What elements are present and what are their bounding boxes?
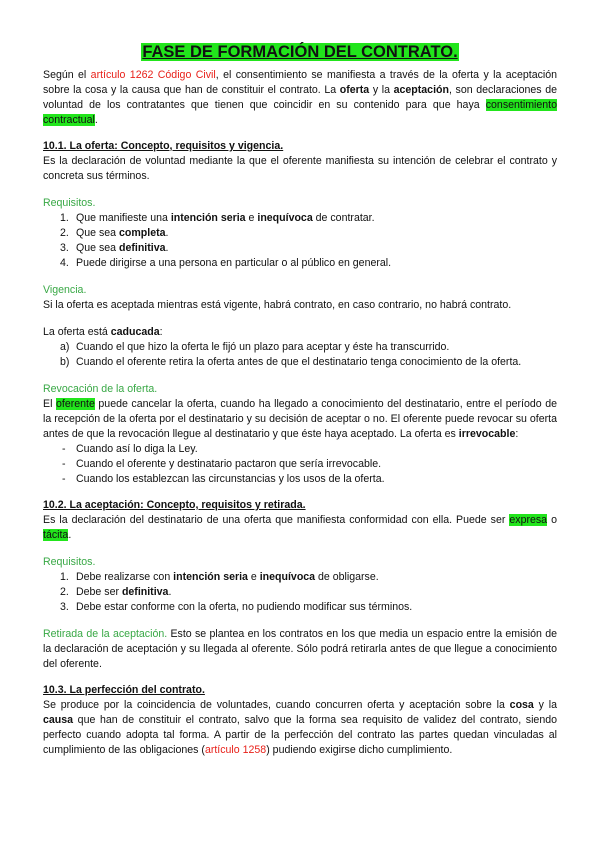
text: Cuando el oferente retira la oferta antes de que el destinatario tenga conocimiento de la oferta. (76, 356, 522, 368)
list-marker: 1. (60, 571, 69, 583)
list-item (43, 570, 557, 585)
text: : (515, 428, 519, 440)
text: . (165, 242, 169, 254)
bold-term: inequívoca (259, 571, 316, 583)
list-item (43, 241, 557, 256)
bold-term: irrevocable (458, 428, 516, 440)
text: y la (369, 84, 394, 96)
text: Cuando el que hizo la oferta le fijó un plazo para aceptar y éste ha transcurrido. (76, 341, 450, 353)
text: La oferta está (43, 326, 111, 338)
text: , son declaraciones de voluntad de los contratantes que tienen que coincidir en su contenido para que haya (43, 84, 557, 111)
list-item (43, 585, 557, 600)
revocacion-text (43, 397, 557, 442)
text: de contratar. (312, 212, 375, 224)
text: Que sea (76, 242, 119, 254)
list-marker: a) (60, 341, 70, 353)
text: Que manifieste una (76, 212, 171, 224)
list-marker: - (62, 443, 66, 455)
bold-term: cosa (509, 699, 534, 711)
perfeccion-text (43, 698, 557, 758)
list-item (43, 340, 557, 355)
list-item (43, 256, 557, 271)
bold-term: inequívoca (257, 212, 313, 224)
retirada-paragraph (43, 627, 557, 672)
text: Debe estar conforme con la oferta, no pudiendo modificar sus términos. (76, 601, 413, 613)
highlighted-term: consentimiento contractual (43, 99, 557, 126)
caducada-list (43, 340, 557, 370)
text: puede cancelar la oferta, cuando ha llegado a conocimiento del destinatario, entre el período de la recepción de la oferta por el destinatario y su decisión de aceptar o no. El oferente puede revocar su oferta antes de que la revocación llegue al destinatario y que éste haya aceptado. La oferta es (43, 398, 557, 440)
subheading-retirada: Retirada de la aceptación. (43, 628, 168, 640)
highlighted-term: expresa (509, 514, 548, 526)
list-marker: 2. (60, 227, 69, 239)
list-marker: - (62, 458, 66, 470)
list-marker: b) (60, 356, 70, 368)
text: : (159, 326, 163, 338)
irrevocable-list (43, 442, 557, 487)
list-marker: 2. (60, 586, 69, 598)
text: ) pudiendo exigirse dicho cumplimiento. (266, 744, 453, 756)
bold-term: definitiva (119, 242, 166, 254)
text: e (245, 212, 258, 224)
subheading-requisitos: Requisitos. (43, 197, 96, 209)
section-heading-perfeccion: 10.3. La perfección del contrato. (43, 684, 205, 696)
subheading-vigencia: Vigencia. (43, 284, 87, 296)
text: Debe realizarse con (76, 571, 174, 583)
text: Puede dirigirse a una persona en particular o al público en general. (76, 257, 392, 269)
bold-term: oferta (339, 84, 370, 96)
section-heading-oferta: 10.1. La oferta: Concepto, requisitos y vigencia. (43, 140, 284, 152)
list-item (43, 457, 557, 472)
text: . (165, 227, 169, 239)
subheading-revocacion: Revocación de la oferta. (43, 383, 158, 395)
title-text: FASE DE FORMACIÓN DEL CONTRATO. (142, 43, 458, 61)
text: que han de constituir el contrato, salvo que la forma sea requisito de validez del contrato, siendo perfecto cuando adopta tal forma. A partir de la perfección del contrato las partes quedan vinculadas al cumplimiento de las obligaciones ( (43, 714, 557, 756)
bold-term: intención seria (170, 212, 246, 224)
text: y la (533, 699, 557, 711)
list-marker: 3. (60, 601, 69, 613)
list-item (43, 355, 557, 370)
text: de obligarse. (315, 571, 379, 583)
list-marker: 1. (60, 212, 69, 224)
bold-term: completa (119, 227, 166, 239)
text: Que sea (76, 227, 119, 239)
law-reference: artículo 1258 (204, 744, 267, 756)
aceptacion-requirements-list (43, 570, 557, 615)
text: . (94, 114, 98, 126)
list-item (43, 226, 557, 241)
section-heading-aceptacion: 10.2. La aceptación: Concepto, requisitos y retirada. (43, 499, 306, 511)
text: e (247, 571, 260, 583)
bold-term: causa (43, 714, 74, 726)
text: Cuando los establezcan las circunstancias y los usos de la oferta. (76, 473, 385, 485)
intro-paragraph (43, 68, 557, 128)
bold-term: definitiva (121, 586, 169, 598)
text: El (43, 398, 56, 410)
list-item (43, 472, 557, 487)
subheading-requisitos-aceptacion: Requisitos. (43, 556, 96, 568)
text: , el consentimiento se manifiesta a través de la oferta y la aceptación sobre la cosa y la causa que han de constituir el contrato. La (43, 69, 558, 96)
bold-term: caducada (110, 326, 160, 338)
list-marker: 3. (60, 242, 69, 254)
highlighted-term: oferente (55, 398, 95, 410)
text: Se produce por la coincidencia de voluntades, cuando concurren oferta y aceptación sobre la (43, 699, 510, 711)
aceptacion-definition (43, 513, 557, 543)
text: o (547, 514, 557, 526)
list-item (43, 211, 557, 226)
text: Debe ser (76, 586, 122, 598)
oferta-definition: Es la declaración de voluntad mediante la que el oferente manifiesta su intención de celebrar el contrato y concreta sus términos. (43, 155, 557, 182)
list-item (43, 442, 557, 457)
text: Cuando así lo diga la Ley. (76, 443, 198, 455)
list-item (43, 600, 557, 615)
list-marker: 4. (60, 257, 69, 269)
text: Cuando el oferente y destinatario pactaron que sería irrevocable. (76, 458, 382, 470)
highlighted-term: tácita (43, 529, 69, 541)
bold-term: intención seria (173, 571, 248, 583)
text: Según el (43, 69, 91, 81)
bold-term: aceptación (393, 84, 449, 96)
oferta-requirements-list (43, 211, 557, 271)
vigencia-text: Si la oferta es aceptada mientras está vigente, habrá contrato, en caso contrario, no habrá contrato. (43, 299, 512, 311)
text: . (168, 586, 172, 598)
text: Es la declaración del destinatario de una oferta que manifiesta conformidad con ella. Puede ser (43, 514, 510, 526)
list-marker: - (62, 473, 66, 485)
page-title (43, 42, 557, 62)
law-reference: artículo 1262 Código Civil (90, 69, 216, 81)
text: . (68, 529, 72, 541)
caducada-intro (43, 325, 557, 340)
text: Esto se plantea en los contratos en los que media un espacio entre la emisión de la declaración de aceptación y su llegada al oferente. Sólo podrá retirarla antes de que llegue a conocimiento del oferente. (43, 628, 557, 670)
